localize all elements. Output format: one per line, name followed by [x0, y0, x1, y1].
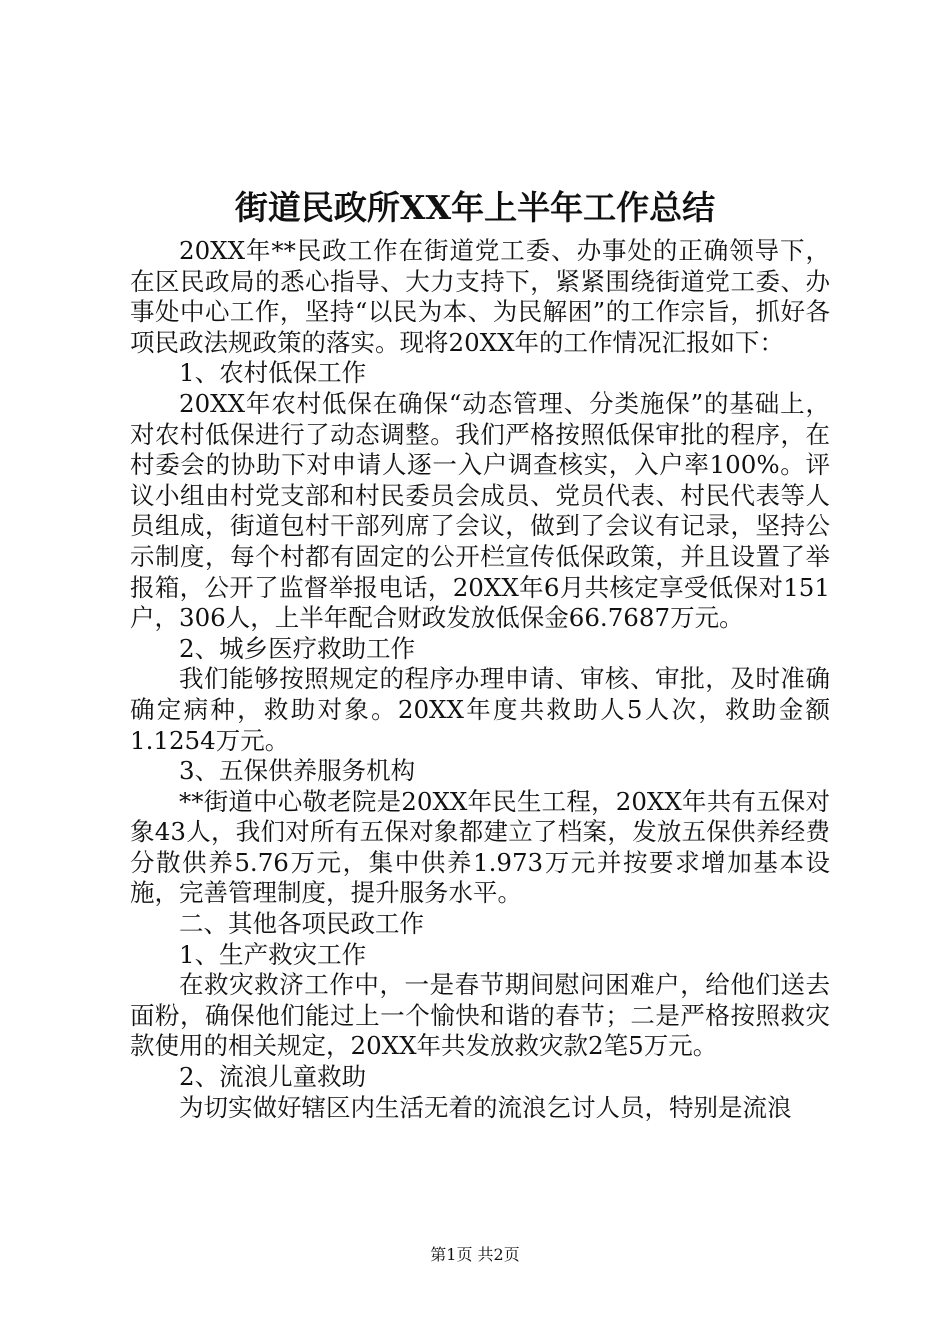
document-body	[130, 236, 830, 1123]
section-heading-other-work: 二、其他各项民政工作	[179, 909, 424, 939]
document-title: 街道民政所XX年上半年工作总结	[234, 188, 716, 227]
section-heading-street-children: 2、流浪儿童救助	[179, 1062, 367, 1092]
paragraph-medical-aid: 我们能够按照规定的程序办理申请、审核、审批，及时准确确定病种，救助对象。20XX年度共救助人5人次，救助金额1.1254万元。	[130, 664, 830, 755]
section-heading-disaster-relief: 1、生产救灾工作	[179, 939, 367, 969]
section-heading-rural-subsistence: 1、农村低保工作	[179, 358, 367, 388]
paragraph-five-guarantees: **街道中心敬老院是20XX年民生工程，20XX年共有五保对象43人，我们对所有五保对象都建立了档案，发放五保供养经费分散供养5.76万元，集中供养1.973万元并按要求增加基本设施，完善管理制度，提升服务水平。	[130, 786, 830, 908]
intro-paragraph: 20XX年**民政工作在街道党工委、办事处的正确领导下，在区民政局的悉心指导、大力支持下，紧紧围绕街道党工委、办事处中心工作，坚持“以民为本、为民解困”的工作宗旨，抓好各项民政法规政策的落实。现将20XX年的工作情况汇报如下：	[130, 236, 830, 357]
paragraph-rural-subsistence: 20XX年农村低保在确保“动态管理、分类施保”的基础上，对农村低保进行了动态调整。我们严格按照低保审批的程序，在村委会的协助下对申请人逐一入户调查核实，入户率100%。评议小组由村党支部和村民委员会成员、党员代表、村民代表等人员组成，街道包村干部列席了会议，做到了会议有记录，坚持公示制度，每个村都有固定的公开栏宣传低保政策，并且设置了举报箱，公开了监督举报电话，20XX年6月共核定享受低保对151户，306人，上半年配合财政发放低保金66.7687万元。	[130, 388, 830, 633]
section-heading-medical-aid: 2、城乡医疗救助工作	[179, 633, 416, 663]
paragraph-street-children: 为切实做好辖区内生活无着的流浪乞讨人员，特别是流浪	[179, 1092, 792, 1122]
paragraph-disaster-relief: 在救灾救济工作中，一是春节期间慰问困难户，给他们送去面粉，确保他们能过上一个愉快和谐的春节；二是严格按照救灾款使用的相关规定，20XX年共发放救灾款2笔5万元。	[130, 970, 830, 1061]
page-footer: 第1页 共2页	[430, 1245, 520, 1264]
section-heading-five-guarantees: 3、五保供养服务机构	[179, 756, 416, 786]
